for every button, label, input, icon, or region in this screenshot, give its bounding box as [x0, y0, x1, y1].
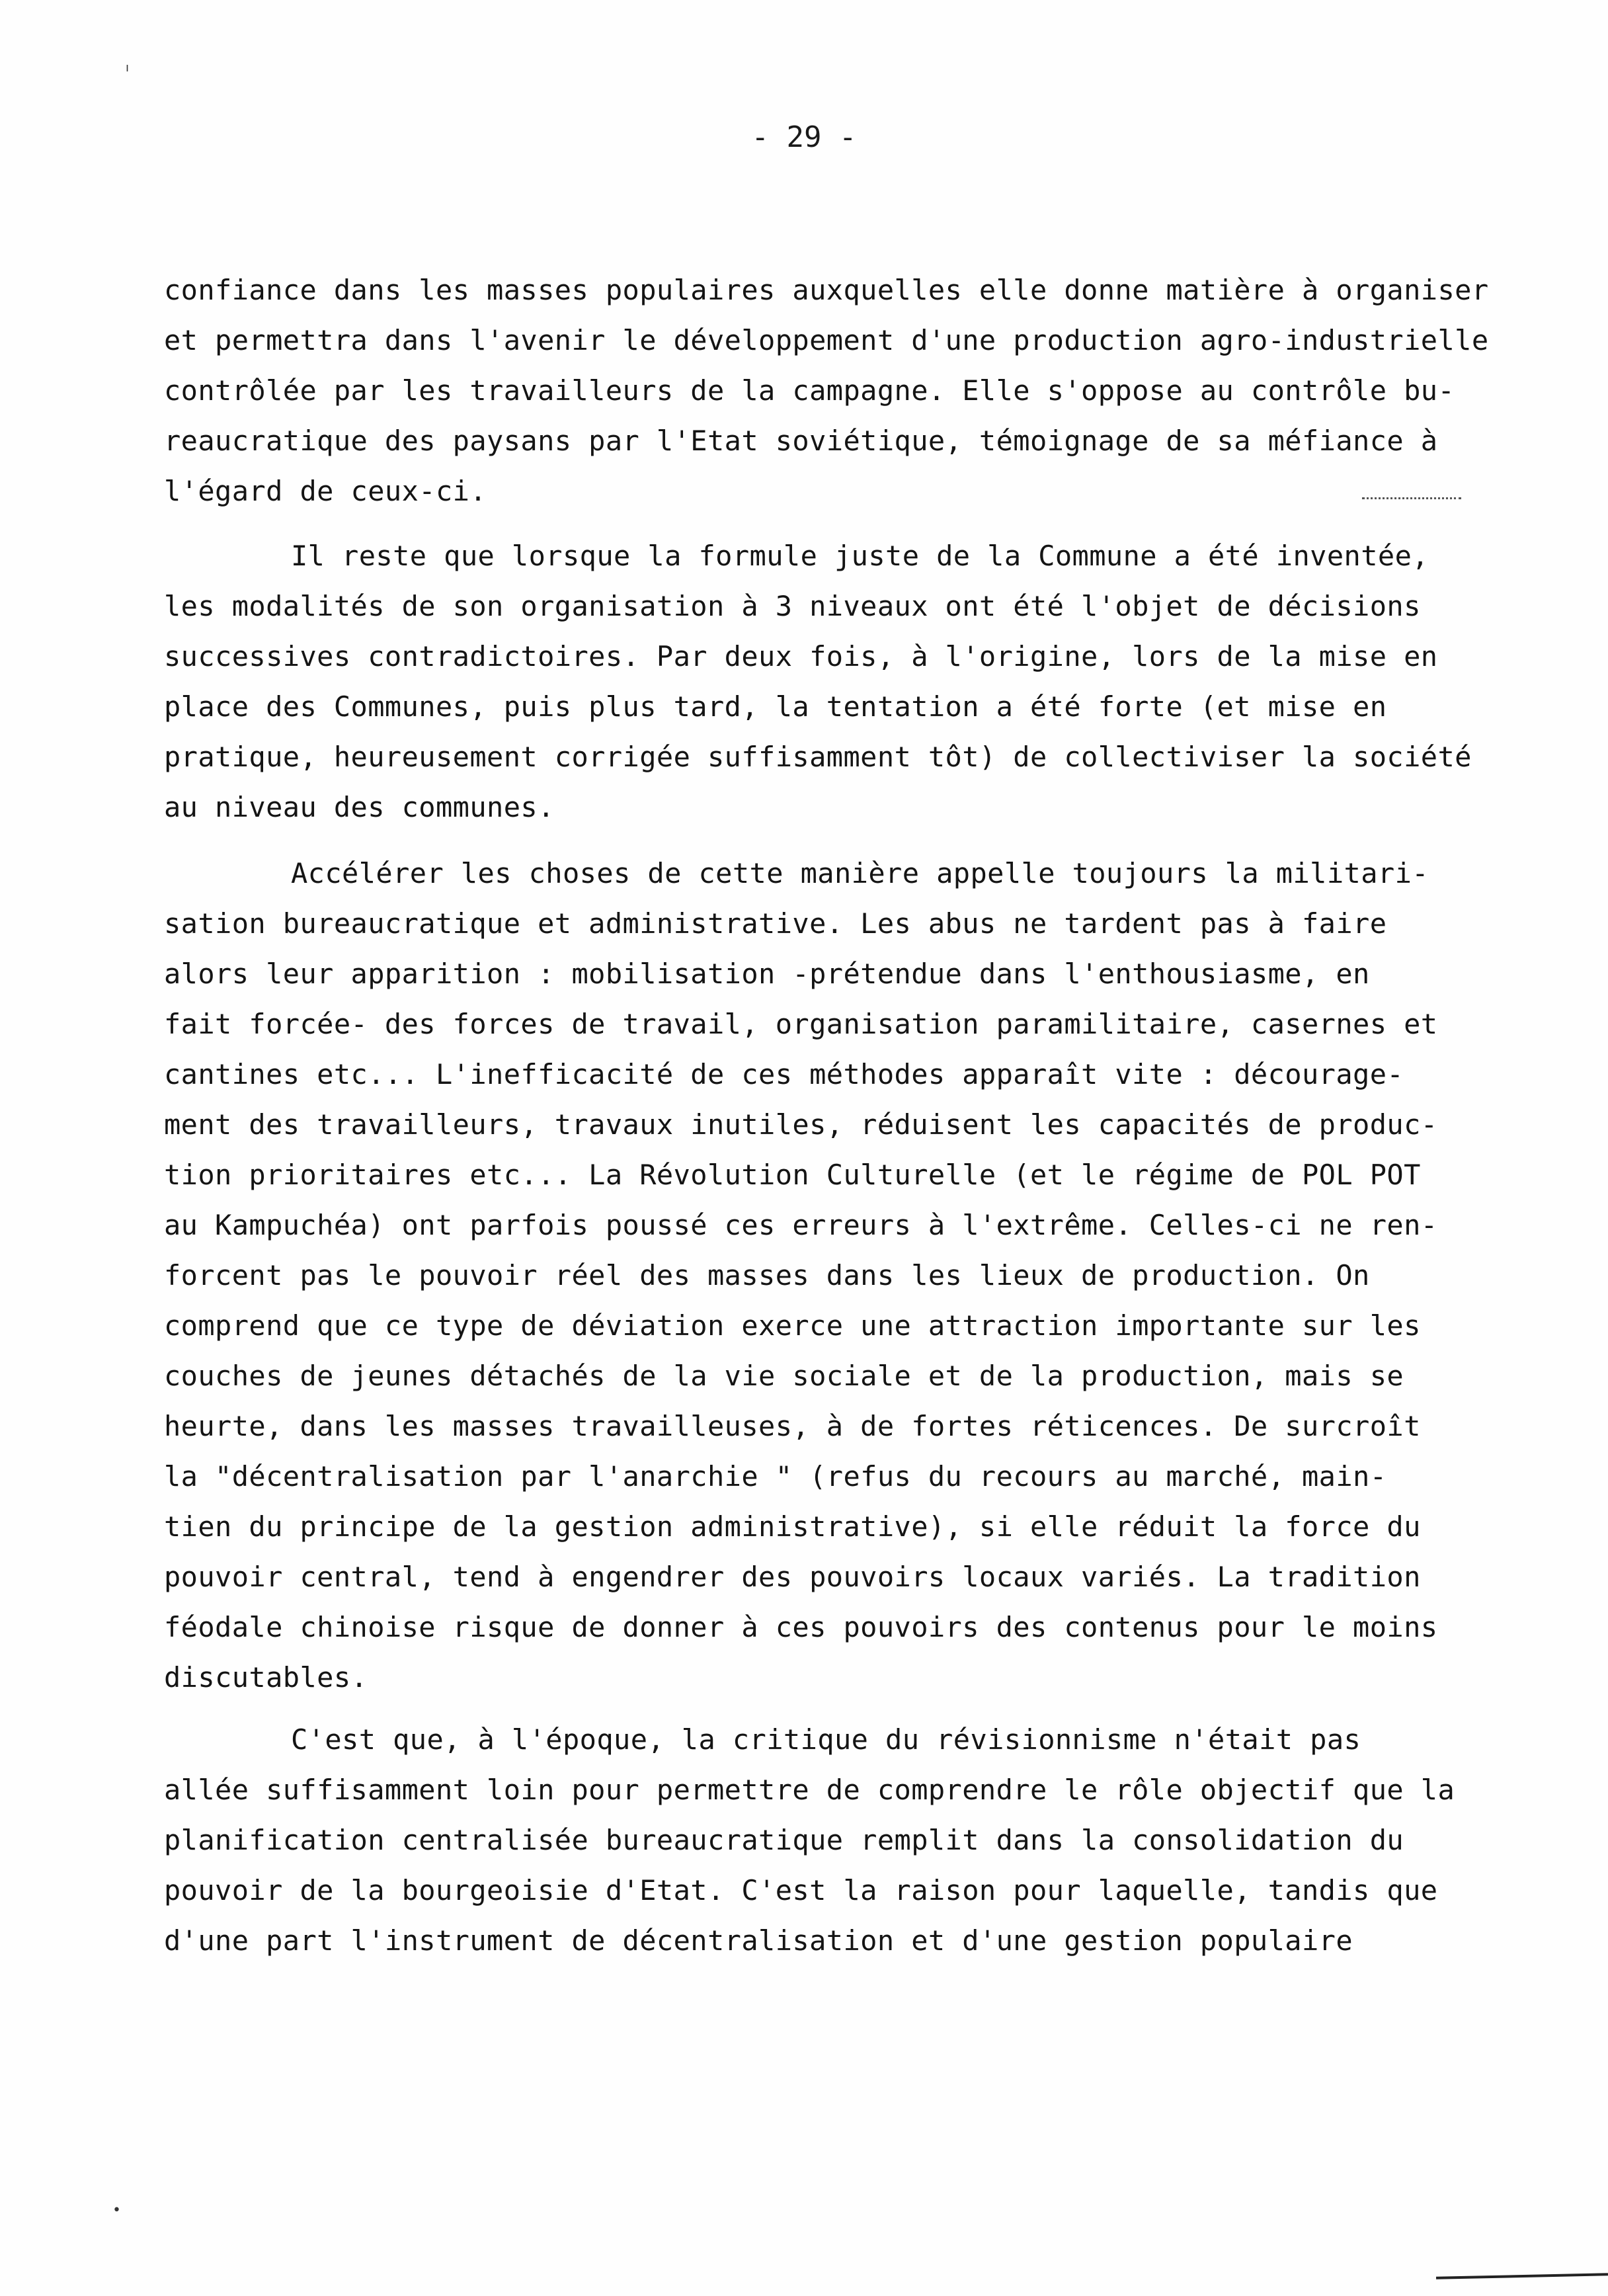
text-line: fait forcée- des forces de travail, organisation paramilitaire, casernes et: [164, 1008, 1438, 1040]
text-line: Accélérer les choses de cette manière appelle toujours la militari-: [291, 857, 1429, 889]
text-line: C'est que, à l'époque, la critique du révisionnisme n'était pas: [291, 1723, 1361, 1756]
page-number: - 29 -: [751, 120, 857, 154]
text-line: alors leur apparition : mobilisation -prétendue dans l'enthousiasme, en: [164, 958, 1370, 990]
text-line: sation bureaucratique et administrative. Les abus ne tardent pas à faire: [164, 907, 1387, 940]
text-line: heurte, dans les masses travailleuses, à de fortes réticences. De surcroît: [164, 1410, 1421, 1442]
text-line: au niveau des communes.: [164, 791, 555, 823]
text-line: la "décentralisation par l'anarchie " (refus du recours au marché, main-: [164, 1460, 1387, 1493]
scan-speck-bottom-left: •: [112, 2202, 121, 2219]
text-line: et permettra dans l'avenir le développement d'une production agro-industrielle: [164, 324, 1489, 356]
text-line: confiance dans les masses populaires auxquelles elle donne matière à organiser: [164, 274, 1489, 306]
text-line: allée suffisamment loin pour permettre de comprendre le rôle objectif que la: [164, 1774, 1455, 1806]
text-line: tien du principe de la gestion administrative), si elle réduit la force du: [164, 1510, 1421, 1543]
text-line: contrôlée par les travailleurs de la campagne. Elle s'oppose au contrôle bu-: [164, 374, 1455, 407]
scan-edge-line: [1436, 2273, 1608, 2279]
text-line: successives contradictoires. Par deux fois, à l'origine, lors de la mise en: [164, 640, 1438, 673]
text-line: l'égard de ceux-ci.: [164, 475, 487, 507]
text-line: ment des travailleurs, travaux inutiles, réduisent les capacités de produc-: [164, 1108, 1438, 1141]
text-line: reaucratique des paysans par l'Etat soviétique, témoignage de sa méfiance à: [164, 425, 1438, 457]
text-line: couches de jeunes détachés de la vie sociale et de la production, mais se: [164, 1360, 1404, 1392]
text-line: Il reste que lorsque la formule juste de la Commune a été inventée,: [291, 540, 1429, 572]
text-line: planification centralisée bureaucratique remplit dans la consolidation du: [164, 1824, 1404, 1856]
text-line: pouvoir central, tend à engendrer des pouvoirs locaux variés. La tradition: [164, 1561, 1421, 1593]
text-line: tion prioritaires etc... La Révolution Culturelle (et le régime de POL POT: [164, 1159, 1421, 1191]
text-line: féodale chinoise risque de donner à ces pouvoirs des contenus pour le moins: [164, 1611, 1438, 1643]
text-line: forcent pas le pouvoir réel des masses dans les lieux de production. On: [164, 1259, 1370, 1292]
text-line: les modalités de son organisation à 3 niveaux ont été l'objet de décisions: [164, 590, 1421, 622]
dotted-rule: [1362, 497, 1461, 499]
text-line: au Kampuchéa) ont parfois poussé ces erreurs à l'extrême. Celles-ci ne ren-: [164, 1209, 1438, 1241]
scan-speck-top-left: ı: [126, 61, 130, 75]
text-line: cantines etc... L'inefficacité de ces méthodes apparaît vite : décourage-: [164, 1058, 1404, 1090]
text-line: d'une part l'instrument de décentralisation et d'une gestion populaire: [164, 1924, 1353, 1957]
text-line: place des Communes, puis plus tard, la tentation a été forte (et mise en: [164, 690, 1387, 723]
text-line: pratique, heureusement corrigée suffisamment tôt) de collectiviser la société: [164, 741, 1472, 773]
text-line: comprend que ce type de déviation exerce une attraction importante sur les: [164, 1309, 1421, 1342]
text-line: discutables.: [164, 1661, 368, 1694]
text-line: pouvoir de la bourgeoisie d'Etat. C'est la raison pour laquelle, tandis que: [164, 1874, 1438, 1906]
